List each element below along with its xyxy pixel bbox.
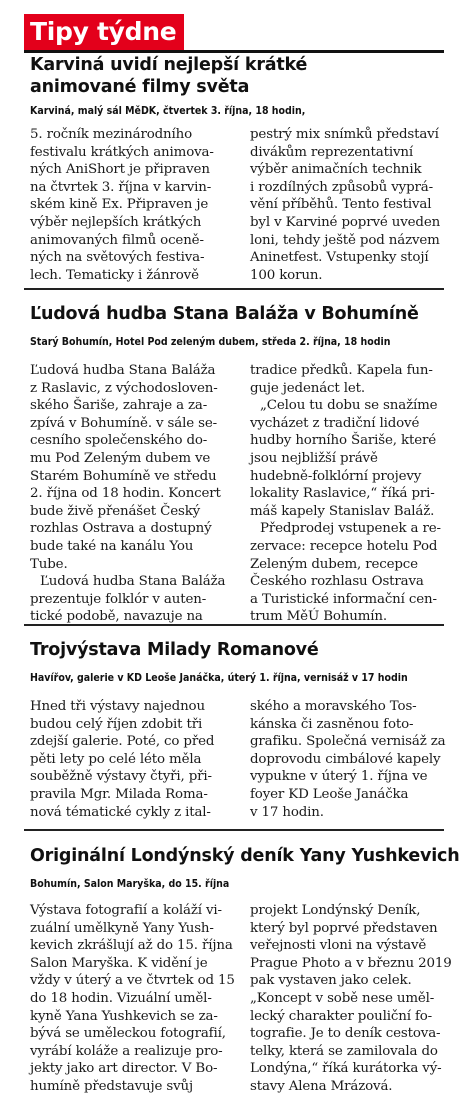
text-line: 2. října od 18 hodin. Koncert [30, 486, 221, 502]
text-line: grafiku. Společná vernisáž za [250, 734, 446, 750]
text-line: stavy Alena Mrázová. [250, 1078, 393, 1094]
text-line: vždy v úterý a ve čtvrtek od 15 [30, 973, 235, 989]
article-column-2 [250, 698, 446, 821]
text-line: Aninetfest. Vstupenky stojí [250, 250, 429, 266]
article-meta: Karviná, malý sál MěDK, čtvertek 3. října, 18 hodin, [30, 105, 306, 117]
text-line: foyer KD Leoše Janáčka [250, 786, 409, 802]
title-line: Ľudová hudba Stana Baláža v Bohumíně [30, 304, 419, 324]
text-line: 5. ročník mezinárodního [30, 127, 193, 142]
article-title [30, 303, 419, 325]
text-line: vypukne v úterý 1. října ve [250, 769, 428, 785]
title-line: Karviná uvidí nejlepší krátké [30, 55, 308, 75]
text-line: bude živě přenášet Český [30, 503, 201, 519]
text-line: bývá se uměleckou fotografií, [30, 1026, 226, 1042]
text-line: ných AniShort je připraven [30, 162, 210, 178]
text-line: „Celou tu dobu se snažíme [260, 398, 438, 414]
text-line: Českého rozhlasu Ostrava [250, 574, 424, 590]
text-line: byl v Karviné poprvé uveden [250, 214, 441, 230]
text-line: Zeleným dubem, recepce [250, 556, 418, 572]
text-line: ského Šariše, zahraje a za- [30, 398, 208, 414]
text-line: Ľudová hudba Stana Baláža [30, 363, 216, 378]
text-line: guje jedenáct let. [250, 380, 365, 396]
text-line: výběr nejlepších krátkých [30, 214, 202, 230]
text-line: kevich zkrášlují až do 15. října [30, 938, 233, 954]
text-line: ných na světových festiva- [30, 250, 205, 266]
text-line: cesního společenského do- [30, 433, 208, 449]
text-line: lokality Raslavice,“ říká pri- [250, 486, 435, 502]
text-line: telky, která se zamilovala do [250, 1043, 438, 1059]
text-line: lecký charakter pouliční fo- [250, 1008, 433, 1024]
section-banner: Tipy týdne [24, 14, 184, 50]
article-column-1 [30, 126, 220, 284]
text-line: který byl poprvé představen [250, 920, 438, 936]
text-line: ském kině Ex. Připraven je [30, 197, 209, 213]
text-line: lech. Tematicky i žánrově [30, 267, 199, 283]
article-title [30, 845, 459, 867]
title-line: Trojvýstava Milady Romanové [30, 640, 319, 660]
text-line: zpívá v Bohumíně. v sále se- [30, 415, 217, 431]
text-line: hudby horního Šariše, které [250, 433, 436, 449]
text-line: bude také na kanálu You [30, 538, 194, 554]
text-line: veřejnosti vloni na výstavě [250, 938, 427, 954]
article-title [30, 639, 319, 661]
text-line: i rozdílných způsobů vyprá- [250, 179, 433, 195]
text-line: do 18 hodin. Vizuální uměl- [30, 990, 212, 1006]
text-line: jekty jako art director. V Bo- [30, 1061, 218, 1077]
article-divider [24, 624, 444, 626]
text-line: Tube. [30, 556, 68, 572]
text-line: v 17 hodin. [250, 804, 324, 820]
text-line: ského a moravského Tos- [250, 699, 417, 714]
text-line: souběžně výstavy čtyři, při- [30, 769, 212, 785]
article-divider [24, 829, 444, 831]
text-line: vyrábí koláže a realizuje pro- [30, 1043, 223, 1059]
text-line: Prague Photo a v březnu 2019 [250, 955, 452, 971]
text-line: vycházet z tradiční lidové [250, 415, 420, 431]
text-line: máš kapely Stanislav Baláž. [250, 503, 435, 519]
text-line: jsou nejbližší právě [250, 450, 378, 466]
article-column-1 [30, 698, 220, 821]
text-line: animovaných filmů oceně- [30, 232, 204, 248]
title-line: animované filmy světa [30, 77, 250, 97]
text-line: Salon Maryška. K vidění je [30, 955, 208, 971]
text-line: tradice předků. Kapela fun- [250, 363, 433, 378]
text-line: mu Pod Zeleným dubem ve [30, 450, 211, 466]
text-line: pravila Mgr. Milada Roma- [30, 786, 208, 802]
article-meta: Starý Bohumín, Hotel Pod zeleným dubem, středa 2. října, 18 hodin [30, 336, 391, 348]
text-line: zdejší galerie. Poté, co před [30, 734, 215, 750]
text-line: divákům reprezentativní [250, 144, 413, 160]
text-line: Londýna,“ říká kurátorka vý- [250, 1061, 442, 1077]
text-line: pestrý mix snímků představí [250, 127, 439, 142]
text-line: Hned tři výstavy najednou [30, 699, 205, 714]
text-line: na čtvrtek 3. října v karvin- [30, 179, 212, 195]
text-line: výběr animačních technik [250, 162, 422, 178]
text-line: kyně Yana Yushkevich se za- [30, 1008, 218, 1024]
text-line: doprovodu cimbálové kapely [250, 751, 441, 767]
article-column-2 [250, 902, 452, 1096]
text-line: rozhlas Ostrava a dostupný [30, 521, 212, 537]
text-line: hudebně-folklórní projevy [250, 468, 422, 484]
article-column-2 [250, 126, 446, 284]
text-line: Výstava fotografií a koláží vi- [30, 903, 222, 918]
text-line: zervace: recepce hotelu Pod [250, 538, 438, 554]
article-divider [24, 288, 444, 290]
text-line: „Koncept v sobě nese uměl- [250, 990, 435, 1006]
text-line: pěti lety po celé léto měla [30, 751, 202, 767]
article-meta: Bohumín, Salon Maryška, do 15. října [30, 878, 230, 890]
article-column-2 [250, 362, 446, 626]
banner-rule [24, 50, 444, 53]
text-line: pak vystaven jako celek. [250, 973, 412, 989]
text-line: z Raslavic, z východosloven- [30, 380, 218, 396]
text-line: humíně představuje svůj [30, 1078, 194, 1094]
article-title [30, 54, 307, 98]
article-column-1 [30, 902, 235, 1096]
text-line: nová tématické cykly z ital- [30, 804, 211, 820]
text-line: tografie. Je to deník cestova- [250, 1026, 441, 1042]
article-meta: Havířov, galerie v KD Leoše Janáčka, úterý 1. října, vernisáž v 17 hodin [30, 672, 408, 684]
text-line: Předprodej vstupenek a re- [260, 521, 441, 537]
text-line: 100 korun. [250, 267, 323, 283]
text-line: vění příběhů. Tento festival [250, 197, 432, 213]
text-line: tické podobě, navazuje na [30, 609, 203, 625]
title-line: Originální Londýnský deník Yany Yushkevich [30, 846, 460, 866]
text-line: Starém Bohumíně ve středu [30, 468, 217, 484]
text-line: prezentuje folklór v auten- [30, 591, 207, 607]
text-line: kánska či zasněnou foto- [250, 716, 414, 732]
text-line: loni, tehdy ještě pod názvem [250, 232, 440, 248]
text-line: budou celý říjen zdobit tři [30, 716, 203, 732]
text-line: festivalu krátkých animova- [30, 144, 214, 160]
text-line: Ľudová hudba Stana Baláža [40, 574, 226, 590]
text-line: projekt Londýnský Deník, [250, 903, 421, 918]
text-line: zuální umělkyně Yany Yush- [30, 920, 214, 936]
article-column-1 [30, 362, 226, 626]
text-line: a Turistické informační cen- [250, 591, 437, 607]
text-line: trum MěÚ Bohumín. [250, 609, 387, 625]
